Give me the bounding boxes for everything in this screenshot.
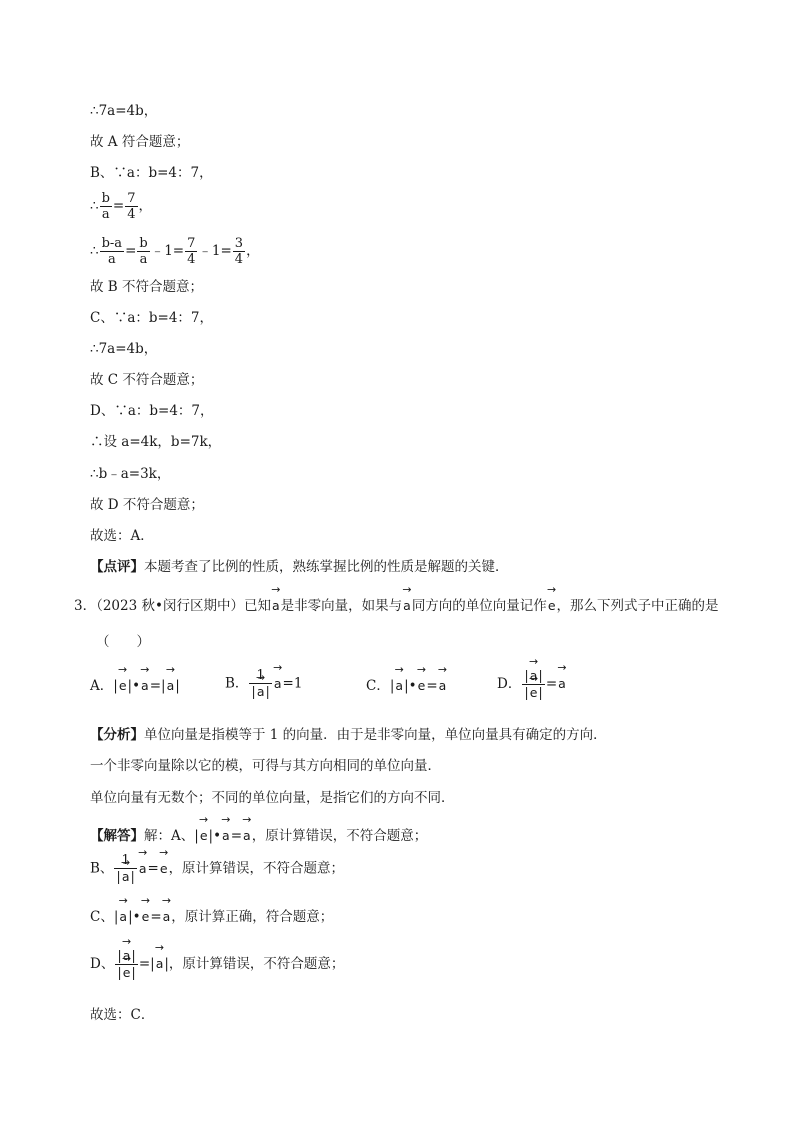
fraction-b-over-a: $\frac{b}{a}$ [139,236,148,267]
question-number: 3． [74,598,97,614]
review-text: 本题考查了比例的性质，熟练掌握比例的性质是解题的关键． [144,559,509,575]
solution-line: 故选：A． [90,528,154,544]
fraction-7-over-4: $\frac{7}{4}$ [127,191,136,222]
analysis-line: 单位向量有无数个；不同的单位向量，是指它们的方向不同． [90,790,455,806]
solution-line: D、∵a：b=4：7， [90,403,214,419]
fraction-b-over-a: $\frac{b}{a}$ [101,191,110,222]
analysis-line: 【分析】单位向量是指模等于 1 的向量．由于是非零向量，单位向量具有确定的方向． [90,727,607,743]
option-b: B． $\frac{1}{|\to a|}$ → a=1 [225,668,302,700]
vector-a: → a [271,596,281,616]
solution-line: 故 B 不符合题意； [90,279,204,295]
fraction-b-minus-a-over-a: $\frac{b-a}{a}$ [101,236,123,267]
fraction-7-over-4: $\frac{7}{4}$ [187,236,196,267]
solution-line: 故 A 符合题意； [90,134,190,150]
vector-e: → e [547,596,557,616]
answer-tag: 【解答】 [90,828,144,844]
answer-line-c: C、|→ a|•→ e=→ a，原计算正确，符合题意； [90,907,333,927]
solution-line: ∴设 a=4k，b=7k， [90,434,222,450]
solution-line: ∴b﹣a=3k， [90,466,171,482]
analysis-line: 一个非零向量除以它的模，可得与其方向相同的单位向量． [90,758,441,774]
solution-line: B、∵a：b=4：7， [90,165,213,181]
final-choice: 故选：C． [90,1007,155,1023]
answer-line-d: D、 $\frac{|\to a|}{|\to e|}$ =|→ a|，原计算错误，不符合题意； [90,948,344,981]
solution-line: 故 C 不符合题意； [90,372,204,388]
review-line [90,557,509,577]
fraction-3-over-4: $\frac{3}{4}$ [234,236,244,267]
solution-line-fraction: ∴ $\frac{b-a}{a}$ = $\frac{b}{a}$ ﹣1= $\frac{7}{4}$ ﹣1= $\frac{3}{4}$ ， [90,236,260,267]
review-tag: 【点评】 [90,559,144,575]
option-d: D． $\frac{|\to a|}{|\to e|}$ =→ a [497,668,567,701]
vector-a: → a [402,596,412,616]
answer-blank: （ ） [96,634,150,650]
analysis-tag: 【分析】 [90,727,144,743]
option-c: C．|→ a|•→ e=→ a [366,676,447,696]
solution-line: ∴7a=4b， [90,103,158,119]
question-3-stem: 3．（2023 秋•闵行区期中）已知→ a是非零向量，如果与→ a同方向的单位向量记作→ e，那么下列式子中正确的是 [74,596,719,616]
option-a: A．|→ e|•→ a=|→ a| [90,676,180,696]
question-source: （2023 秋•闵行区期中） [96,598,244,614]
solution-line: 故 D 不符合题意； [90,497,204,513]
solution-line-fraction: ∴ $\frac{b}{a}$ = $\frac{7}{4}$ ， [90,191,153,222]
answer-line-b: B、 $\frac{1}{|\to a|}$ → a=→ e，原计算错误，不符合题意； [90,853,344,885]
solution-line: C、∵a：b=4：7， [90,310,214,326]
solution-line: ∴7a=4b， [90,341,158,357]
answer-line-a: 【解答】解：A、|→ e|•→ a=→ a，原计算错误，不符合题意； [90,826,427,846]
